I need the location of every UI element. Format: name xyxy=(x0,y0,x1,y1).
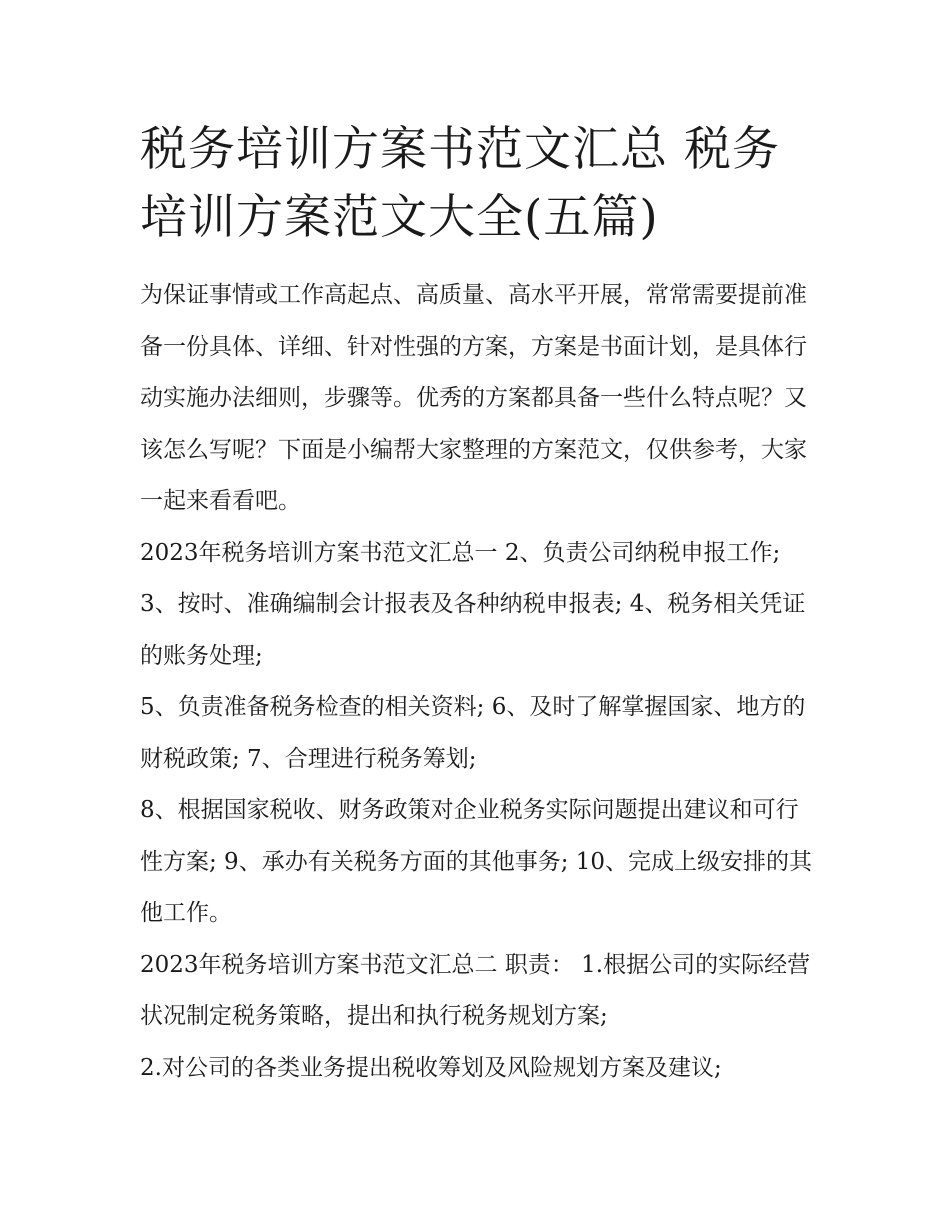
paragraph: 8、根据国家税收、财务政策对企业税务实际问题提出建议和可行性方案; 9、承办有关税务方面的其他事务; 10、完成上级安排的其他工作。 xyxy=(140,797,813,926)
paragraph: 2023年税务培训方案书范文汇总二 职责： 1.根据公司的实际经营状况制定税务策略，提出和执行税务规划方案; xyxy=(140,951,811,1029)
document-page xyxy=(140,116,820,1094)
title-line-1: 税务培训方案书范文汇总 税务 xyxy=(140,122,780,177)
document-title xyxy=(140,116,820,252)
paragraph: 5、负责准备税务检查的相关资料; 6、及时了解掌握国家、地方的财税政策; 7、合理进行税务筹划; xyxy=(140,694,806,772)
paragraph: 2.对公司的各类业务提出税收筹划及风险规划方案及建议; xyxy=(140,1054,722,1081)
title-line-2: 培训方案范文大全(五篇) xyxy=(140,190,659,245)
paragraph: 2023年税务培训方案书范文汇总一 2、负责公司纳税申报工作; 3、按时、准确编制会计报表及各种纳税申报表; 4、税务相关凭证的账务处理; xyxy=(140,539,806,669)
intro-paragraph: 为保证事情或工作高起点、高质量、高水平开展，常常需要提前准备一份具体、详细、针对性强的方案，方案是书面计划，是具体行动实施办法细则，步骤等。优秀的方案都具备一些什么特点呢？又该怎么写呢？下面是小编帮大家整理的方案范文，仅供参考，大家一起来看看吧。 xyxy=(140,282,807,514)
